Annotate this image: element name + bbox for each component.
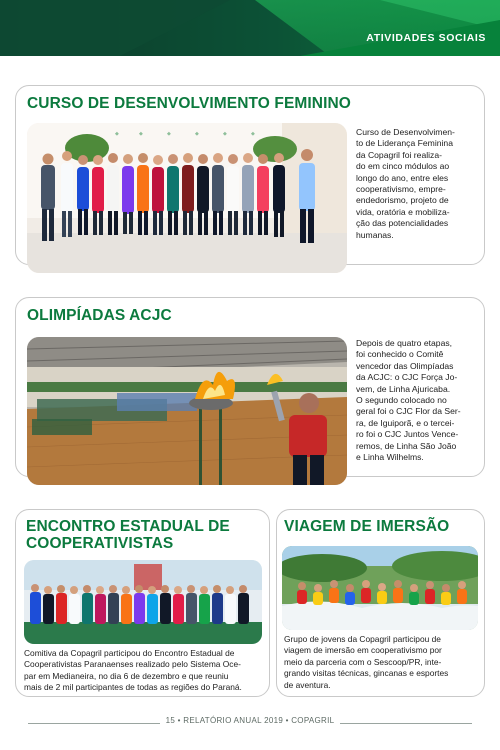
section-title-encontro (26, 518, 230, 552)
footer-label: 15 • RELATÓRIO ANUAL 2019 • COPAGRIL (160, 716, 341, 725)
text-line: vida, oratória e mobiliza- (356, 206, 450, 217)
page-footer (0, 716, 500, 730)
section-text-feminino (356, 127, 478, 241)
text-line: Comitiva da Copagril participou do Encontro Estadual de (24, 648, 235, 658)
text-line: de aventura. (284, 679, 331, 690)
svg-text:◆: ◆ (251, 131, 255, 137)
svg-text:◆: ◆ (223, 131, 227, 137)
text-line: geral foi o CJC Flor da Ser- (356, 406, 461, 417)
section-text-viagem (284, 634, 480, 691)
text-line: grando visitas técnicas, gincanas e esportes (284, 668, 449, 679)
photo-feminino-group (27, 123, 347, 273)
title-line: COOPERATIVISTAS (26, 535, 174, 552)
text-line: remos, de Linha São João (356, 440, 457, 451)
photo-viagem-group (282, 546, 478, 630)
title-line: ENCONTRO ESTADUAL DE (26, 518, 230, 535)
text-line: da Copagril foi realiza- (356, 149, 442, 160)
section-title-olimpiadas: OLIMPÍADAS ACJC (27, 307, 172, 324)
text-line: do em cinco módulos ao (356, 161, 450, 172)
svg-text:◆: ◆ (115, 131, 119, 137)
svg-text:◆: ◆ (167, 131, 171, 137)
text-line: cooperativismo, empre- (356, 184, 446, 195)
text-line: ro foi o CJC Juntos Vence- (356, 429, 459, 440)
text-line: da ACJC: o CJC Força Jo- (356, 372, 458, 383)
footer-text (0, 716, 500, 725)
text-line: endedorismo, projeto de (356, 195, 449, 206)
section-title-viagem: VIAGEM DE IMERSÃO (284, 518, 450, 535)
text-line: O segundo colocado no (356, 395, 447, 406)
text-line: vencedor das Olimpíadas (356, 360, 454, 371)
svg-text:◆: ◆ (195, 131, 199, 137)
text-line: e Linha Wilhelms. (356, 452, 424, 463)
text-line: Grupo de jovens da Copagril participou de (284, 634, 441, 644)
text-line: par em Medianeira, no dia 6 de dezembro e que reuniu (24, 670, 229, 681)
section-text-encontro (24, 648, 264, 694)
text-line: Cooperativistas Paranaenses realizado pelo Sistema Oce- (24, 659, 241, 670)
text-line: meio da parceria com o Sescoop/PR, inte- (284, 656, 442, 667)
text-line: viagem de imersão em cooperativismo por (284, 645, 442, 656)
text-line: vem, de Linha Ajuricaba. (356, 383, 451, 394)
photo-encontro-group (24, 560, 262, 644)
svg-text:◆: ◆ (139, 131, 143, 137)
text-line: longo do ano, entre eles (356, 172, 449, 183)
photo-olimpiadas-torch (27, 337, 347, 485)
text-line: ra, de Iguiporã, e o tercei- (356, 417, 455, 428)
section-text-olimpiadas (356, 338, 478, 463)
section-header-label: ATIVIDADES SOCIAIS (366, 32, 486, 44)
text-line: to de Liderança Feminina (356, 138, 453, 149)
text-line: foi conhecido o Comitê (356, 349, 444, 360)
text-line: humanas. (356, 229, 394, 240)
text-line: mais de 2 mil participantes de todas as regiões do Paraná. (24, 682, 242, 693)
text-line: Depois de quatro etapas, (356, 338, 453, 348)
text-line: Curso de Desenvolvimen- (356, 127, 455, 137)
section-title-feminino: CURSO DE DESENVOLVIMENTO FEMININO (27, 95, 351, 112)
header-banner-graphic (0, 0, 500, 56)
header-banner (0, 0, 500, 56)
text-line: ção das potencialidades (356, 218, 449, 229)
